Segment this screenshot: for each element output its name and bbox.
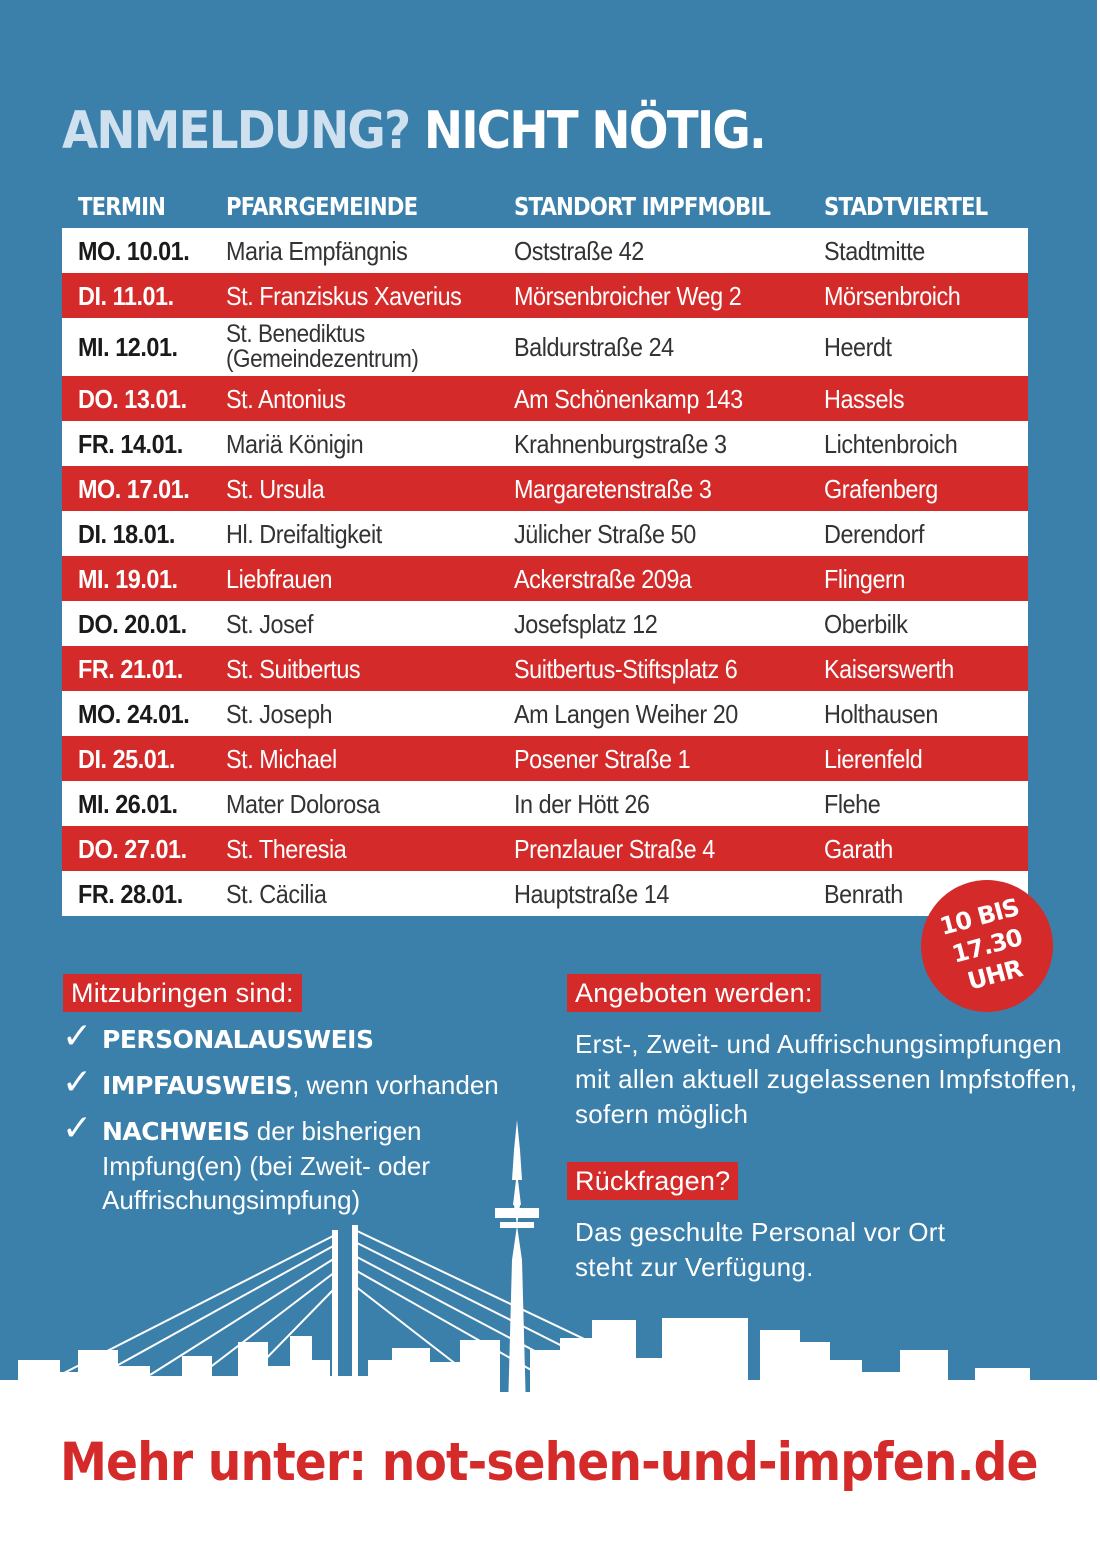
- column-header-location: STANDORT IMPFMOBIL: [514, 192, 771, 221]
- row-location: Am Langen Weiher 20: [514, 698, 738, 729]
- table-row: [62, 376, 1028, 421]
- row-parish: St. Josef: [226, 608, 313, 639]
- row-parish: St. Antonius: [226, 383, 346, 414]
- row-location: Posener Straße 1: [514, 743, 691, 774]
- row-district: Mörsenbroich: [824, 280, 961, 311]
- row-parish: St. Theresia: [226, 833, 347, 864]
- row-district: Benrath: [824, 878, 903, 909]
- checklist-item: [62, 1061, 522, 1103]
- row-date: DO. 20.01.: [78, 608, 187, 639]
- questions-text: Das geschulte Personal vor Ort steht zur Verfügung.: [575, 1217, 946, 1282]
- table-header: [62, 190, 1028, 226]
- row-parish: St. Ursula: [226, 473, 325, 504]
- row-location: Suitbertus-Stiftsplatz 6: [514, 653, 738, 684]
- time-badge-text: 10 BIS 17.30 UHR: [936, 893, 1025, 996]
- row-date: DI. 25.01.: [78, 743, 175, 774]
- bring-label: Mitzubringen sind:: [63, 974, 302, 1012]
- table-row: [62, 511, 1028, 556]
- row-date: DO. 27.01.: [78, 833, 187, 864]
- table-row: [62, 736, 1028, 781]
- column-header-district: STADTVIERTEL: [824, 192, 988, 221]
- row-location: Ackerstraße 209a: [514, 563, 692, 594]
- row-date: MI. 12.01.: [78, 332, 178, 362]
- table-row: [62, 871, 1028, 916]
- row-parish: Hl. Dreifaltigkeit: [226, 518, 382, 549]
- headline-question: ANMELDUNG?: [62, 101, 410, 161]
- checklist-item-keyword: PERSONALAUSWEIS: [102, 1025, 374, 1054]
- row-district: Derendorf: [824, 518, 925, 549]
- row-parish: St. Michael: [226, 743, 337, 774]
- column-header-date: TERMIN: [78, 192, 166, 221]
- checklist-item: [62, 1015, 522, 1057]
- skyline-illustration: [0, 1107, 1100, 1410]
- row-date: DI. 11.01.: [78, 280, 174, 311]
- row-location: Mörsenbroicher Weg 2: [514, 280, 742, 311]
- row-parish: St. Franziskus Xaverius: [226, 280, 462, 311]
- checklist-item-keyword: NACHWEIS: [102, 1117, 250, 1146]
- row-location: Josefsplatz 12: [514, 608, 658, 639]
- row-district: Flingern: [824, 563, 905, 594]
- check-icon: ✓: [62, 1107, 93, 1148]
- row-district: Kaiserswerth: [824, 653, 954, 684]
- checklist-item-detail: der bisherigen Impfung(en) (bei Zweit- oder Auffrischungsimpfung): [102, 1116, 431, 1215]
- column-header-parish: PFARRGEMEINDE: [226, 192, 418, 221]
- offered-label: Angeboten werden:: [567, 974, 821, 1012]
- row-parish: Mater Dolorosa: [226, 788, 380, 819]
- row-location: Prenzlauer Straße 4: [514, 833, 715, 864]
- row-date: DO. 13.01.: [78, 383, 187, 414]
- row-date: MI. 26.01.: [78, 788, 178, 819]
- table-row: [62, 466, 1028, 511]
- row-parish: Maria Empfängnis: [226, 235, 408, 266]
- row-location: Baldurstraße 24: [514, 332, 674, 362]
- row-parish: St. Cäcilia: [226, 878, 327, 909]
- check-icon: ✓: [62, 1061, 93, 1102]
- tower-platform: [495, 1208, 539, 1218]
- row-location: Margaretenstraße 3: [514, 473, 712, 504]
- table-row: [62, 273, 1028, 318]
- table-row: [62, 318, 1028, 376]
- row-district: Grafenberg: [824, 473, 938, 504]
- row-parish: Mariä Königin: [226, 428, 364, 459]
- table-row: [62, 826, 1028, 871]
- row-parish: St. Benediktus (Gemeindezentrum): [226, 320, 419, 373]
- row-date: MO. 24.01.: [78, 698, 190, 729]
- row-district: Lichtenbroich: [824, 428, 958, 459]
- row-parish: St. Suitbertus: [226, 653, 361, 684]
- bridge-pylon-left: [332, 1230, 338, 1410]
- row-location: Krahnenburgstraße 3: [514, 428, 727, 459]
- offered-text: Erst-, Zweit- und Auffrischungsimpfungen mit allen aktuell zugelassenen Impfstoffen, sofern möglich: [575, 1029, 1078, 1129]
- row-date: FR. 28.01.: [78, 878, 183, 909]
- footer-link-url[interactable]: not-sehen-und-impfen.de: [381, 1432, 1038, 1493]
- table-row: [62, 421, 1028, 466]
- check-icon: ✓: [62, 1015, 93, 1056]
- checklist-item-detail: , wenn vorhanden: [292, 1070, 499, 1100]
- row-district: Oberbilk: [824, 608, 908, 639]
- row-location: Jülicher Straße 50: [514, 518, 696, 549]
- row-location: In der Hött 26: [514, 788, 650, 819]
- headline: [62, 98, 765, 164]
- row-district: Holthausen: [824, 698, 938, 729]
- table-row: [62, 646, 1028, 691]
- table-row: [62, 601, 1028, 646]
- table-row: [62, 781, 1028, 826]
- row-date: DI. 18.01.: [78, 518, 175, 549]
- row-date: MO. 10.01.: [78, 235, 190, 266]
- footer-link[interactable]: [60, 1428, 1038, 1498]
- row-location: Am Schönenkamp 143: [514, 383, 743, 414]
- row-district: Hassels: [824, 383, 905, 414]
- row-date: MO. 17.01.: [78, 473, 190, 504]
- row-district: Lierenfeld: [824, 743, 923, 774]
- bridge-pylon-right: [352, 1225, 358, 1410]
- row-district: Garath: [824, 833, 893, 864]
- table-row: [62, 228, 1028, 273]
- headline-answer: NICHT NÖTIG.: [423, 101, 766, 161]
- row-date: FR. 21.01.: [78, 653, 183, 684]
- checklist-item-keyword: IMPFAUSWEIS: [102, 1071, 293, 1100]
- row-location: Oststraße 42: [514, 235, 644, 266]
- footer-link-lead: Mehr unter:: [60, 1432, 367, 1493]
- row-date: MI. 19.01.: [78, 563, 178, 594]
- row-location: Hauptstraße 14: [514, 878, 669, 909]
- table-row: [62, 556, 1028, 601]
- row-district: Flehe: [824, 788, 881, 819]
- row-district: Stadtmitte: [824, 235, 925, 266]
- row-parish: Liebfrauen: [226, 563, 333, 594]
- table-row: [62, 691, 1028, 736]
- row-parish: St. Joseph: [226, 698, 333, 729]
- schedule-table: [62, 228, 1028, 916]
- questions-label: Rückfragen?: [567, 1162, 738, 1200]
- row-district: Heerdt: [824, 332, 892, 362]
- row-date: FR. 14.01.: [78, 428, 183, 459]
